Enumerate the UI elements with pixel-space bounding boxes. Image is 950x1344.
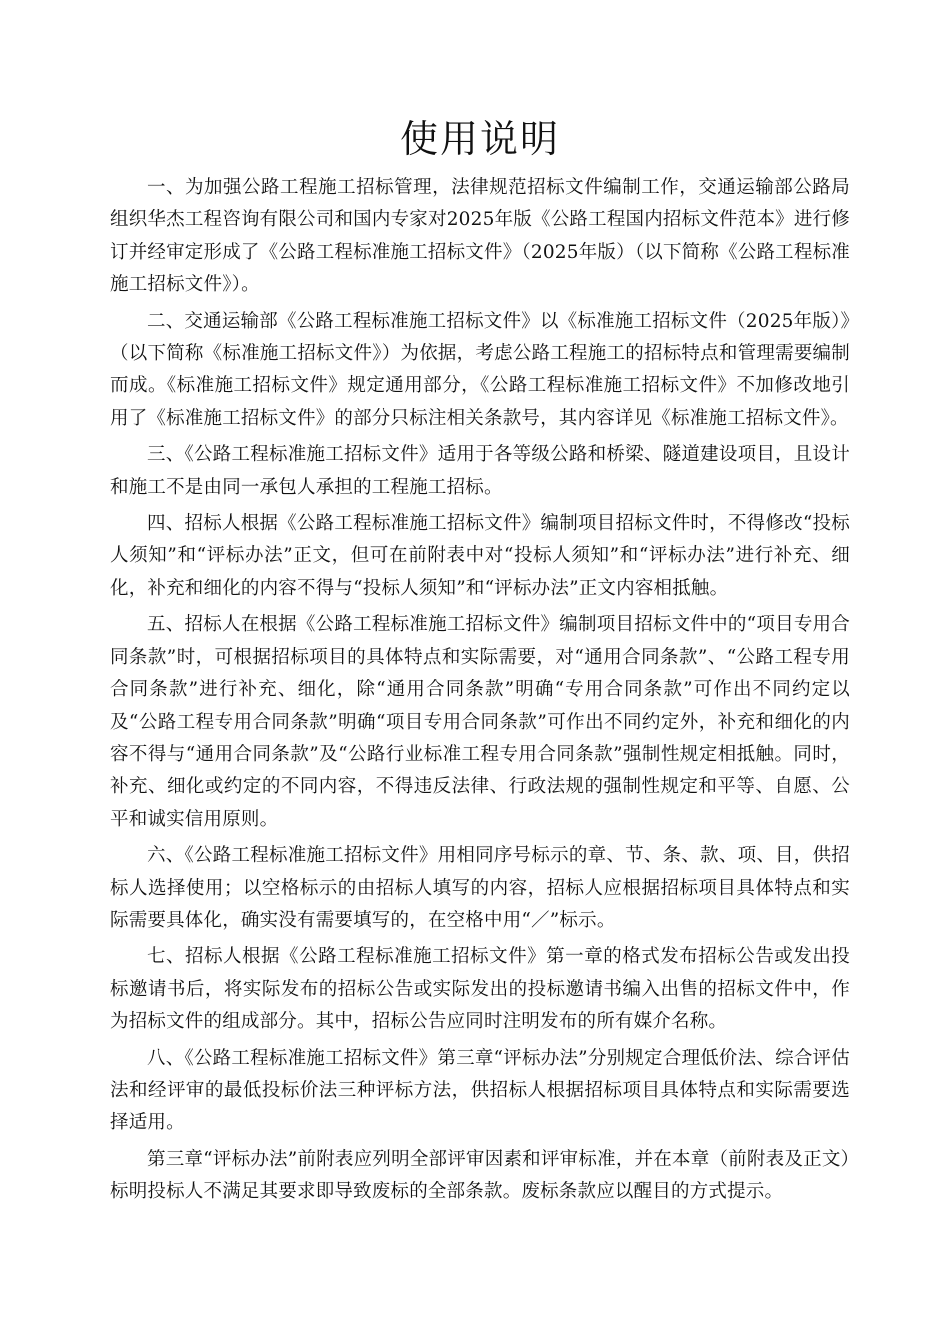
paragraph-3: 三、《公路工程标准施工招标文件》适用于各等级公路和桥梁、隧道建设项目，且设计和施工不是由同一承包人承担的工程施工招标。 — [110, 444, 850, 498]
document-title: 使用说明 — [399, 117, 560, 161]
paragraph-9: 第三章“评标办法”前附表应列明全部评审因素和评审标准，并在本章（前附表及正文）标明投标人不满足其要求即导致废标的全部条款。废标条款应以醒目的方式提示。 — [110, 1148, 850, 1203]
paragraph-7: 七、招标人根据《公路工程标准施工招标文件》第一章的格式发布招标公告或发出投标邀请书后，将实际发布的招标公告或实际发出的投标邀请书编入出售的招标文件中，作为招标文件的组成部分。其中，招标公告应同时注明发布的所有媒介名称。 — [110, 946, 850, 1033]
paragraph-5: 五、招标人在根据《公路工程标准施工招标文件》编制项目招标文件中的“项目专用合同条款”时，可根据招标项目的具体特点和实际需要，对“通用合同条款”、“公路工程专用合同条款”进行补充、细化，除“通用合同条款”明确“专用合同条款”可作出不同约定以及“公路工程专用合同条款”明确“项目专用合同条款”可作出不同约定外，补充和细化的内容不得与“通用合同条款”及“公路行业标准工程专用合同条款”强制性规定相抵触。同时，补充、细化或约定的不同内容，不得违反法律、行政法规的强制性规定和平等、自愿、公平和诚实信用原则。 — [110, 614, 850, 830]
paragraph-1: 一、为加强公路工程施工招标管理，法律规范招标文件编制工作，交通运输部公路局组织华杰工程咨询有限公司和国内专家对2025年版《公路工程国内招标文件范本》进行修订并经审定形成了《公路工程标准施工招标文件》（2025年版）（以下简称《公路工程标准施工招标文件》）。 — [110, 177, 850, 296]
paragraph-6: 六、《公路工程标准施工招标文件》用相同序号标示的章、节、条、款、项、目，供招标人选择使用；以空格标示的由招标人填写的内容，招标人应根据招标项目具体特点和实际需要具体化，确实没有需要填写的，在空格中用“／”标示。 — [110, 845, 850, 931]
document-page — [110, 112, 850, 1213]
paragraph-2: 二、交通运输部《公路工程标准施工招标文件》以《标准施工招标文件（2025年版）》（以下简称《标准施工招标文件》）为依据，考虑公路工程施工的招标特点和管理需要编制而成。《标准施工招标文件》规定通用部分，《公路工程标准施工招标文件》不加修改地引用了《标准施工招标文件》的部分只标注相关条款号，其内容详见《标准施工招标文件》。 — [110, 310, 850, 429]
paragraph-8: 八、《公路工程标准施工招标文件》第三章“评标办法”分别规定合理低价法、综合评估法和经评审的最低投标价法三种评标方法，供招标人根据招标项目具体特点和实际需要选择适用。 — [110, 1047, 850, 1134]
paragraph-4: 四、招标人根据《公路工程标准施工招标文件》编制项目招标文件时，不得修改“投标人须知”和“评标办法”正文，但可在前附表中对“投标人须知”和“评标办法”进行补充、细化，补充和细化的内容不得与“投标人须知”和“评标办法”正文内容相抵触。 — [110, 513, 850, 599]
